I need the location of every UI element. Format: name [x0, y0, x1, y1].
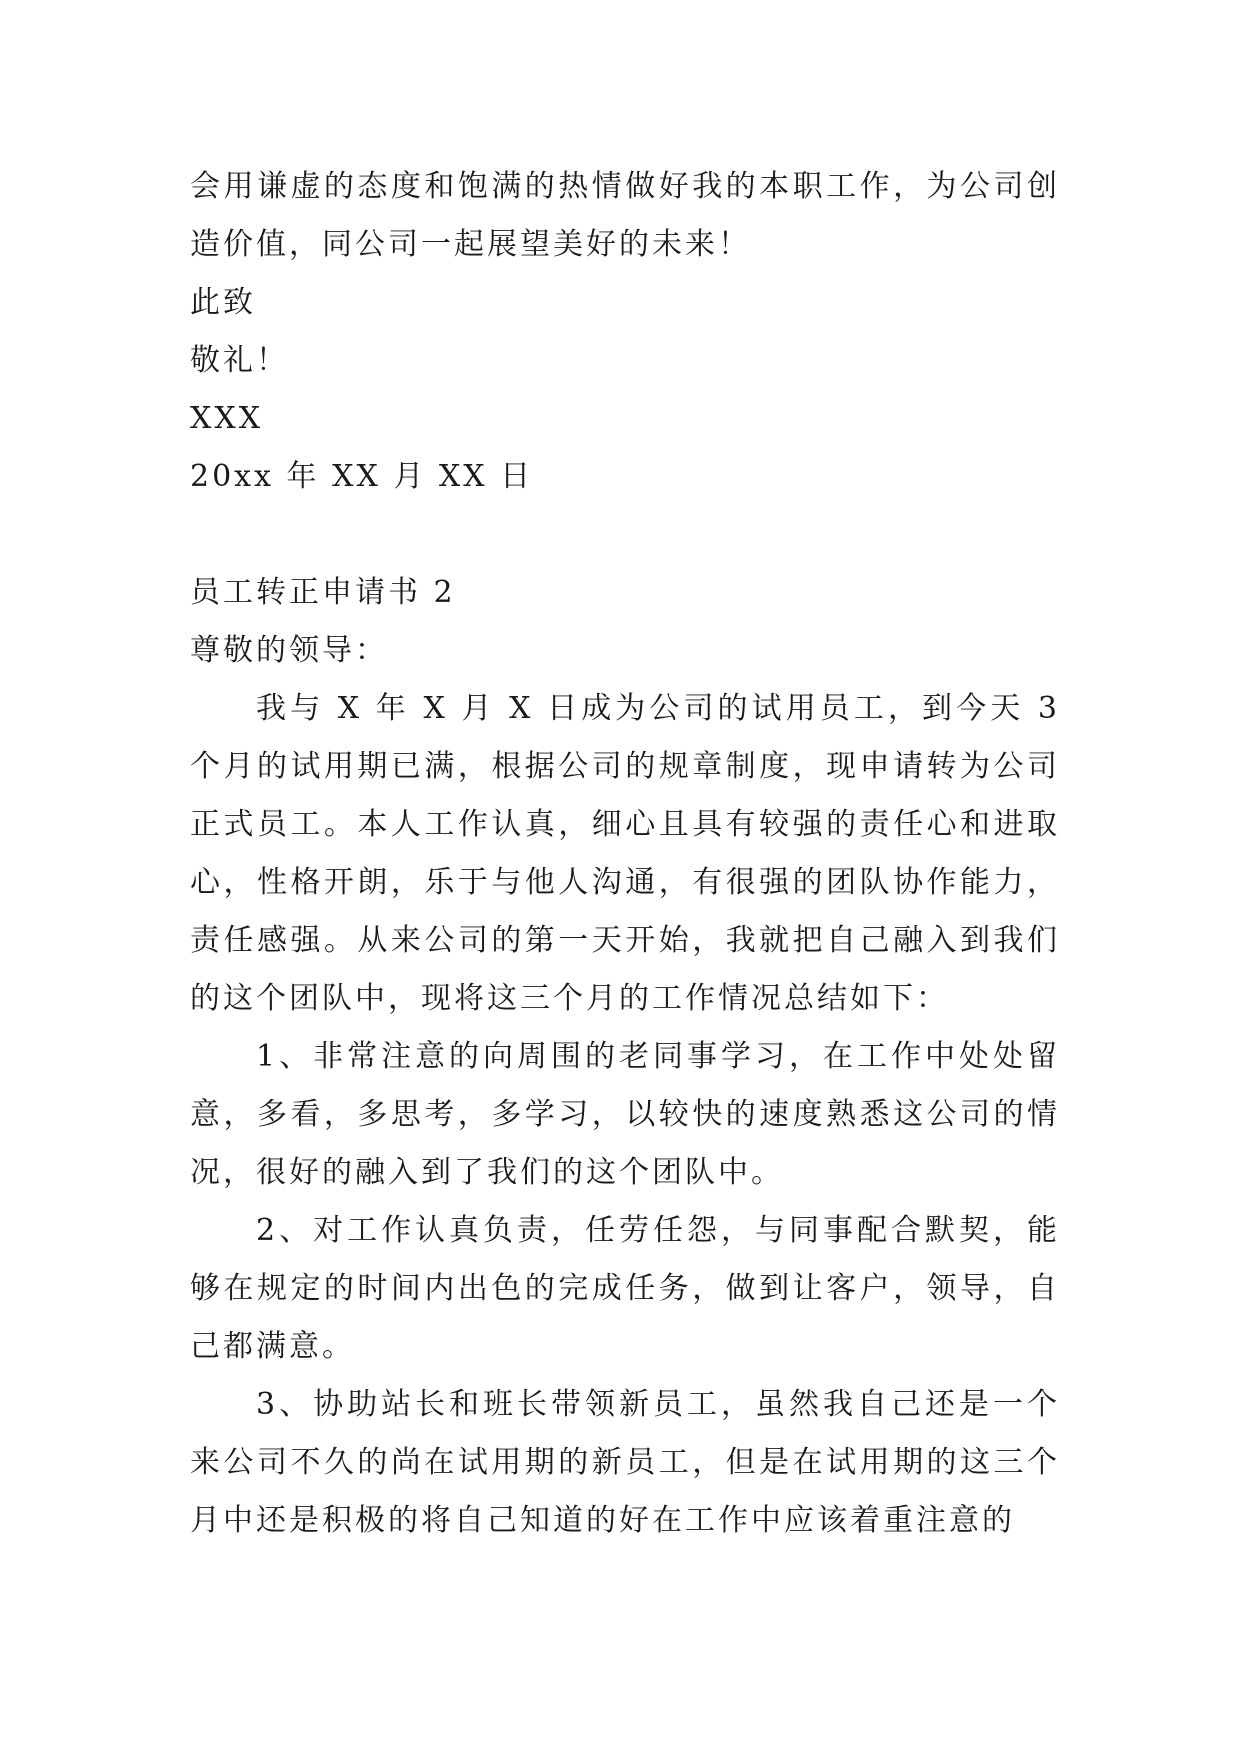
section-title: 员工转正申请书 2 [190, 575, 456, 610]
body-paragraph-point-2: 2、对工作认真负责，任劳任怨，与同事配合默契，能够在规定的时间内出色的完成任务，做到让客户，领导，自己都满意。 [190, 1213, 1060, 1364]
section-gap [190, 506, 1060, 564]
salutation-ci-zhi: 此致 [190, 285, 256, 320]
body-paragraph-intro: 我与 X 年 X 月 X 日成为公司的试用员工，到今天 3 个月的试用期已满，根据公司的规章制度，现申请转为公司正式员工。本人工作认真，细心且具有较强的责任心和进取心，性格开朗，乐于与他人沟通，有很强的团队协作能力，责任感强。从来公司的第一天开始，我就把自己融入到我们的这个团队中，现将这三个月的工作情况总结如下： [190, 691, 1060, 1016]
signature: XXX [190, 401, 264, 436]
letter-date: 20xx 年 XX 月 XX 日 [190, 459, 534, 494]
document-body [190, 158, 1060, 1550]
body-paragraph-point-3: 3、协助站长和班长带领新员工，虽然我自己还是一个来公司不久的尚在试用期的新员工，但是在试用期的这三个月中还是积极的将自己知道的好在工作中应该着重注意的 [190, 1387, 1060, 1538]
body-paragraph-point-1: 1、非常注意的向周围的老同事学习，在工作中处处留意，多看，多思考，多学习，以较快的速度熟悉这公司的情况，很好的融入到了我们的这个团队中。 [190, 1039, 1060, 1190]
closing-paragraph: 会用谦虚的态度和饱满的热情做好我的本职工作，为公司创造价值，同公司一起展望美好的未来！ [190, 169, 1060, 262]
greeting: 尊敬的领导： [190, 633, 388, 668]
salutation-jing-li: 敬礼！ [190, 343, 289, 378]
